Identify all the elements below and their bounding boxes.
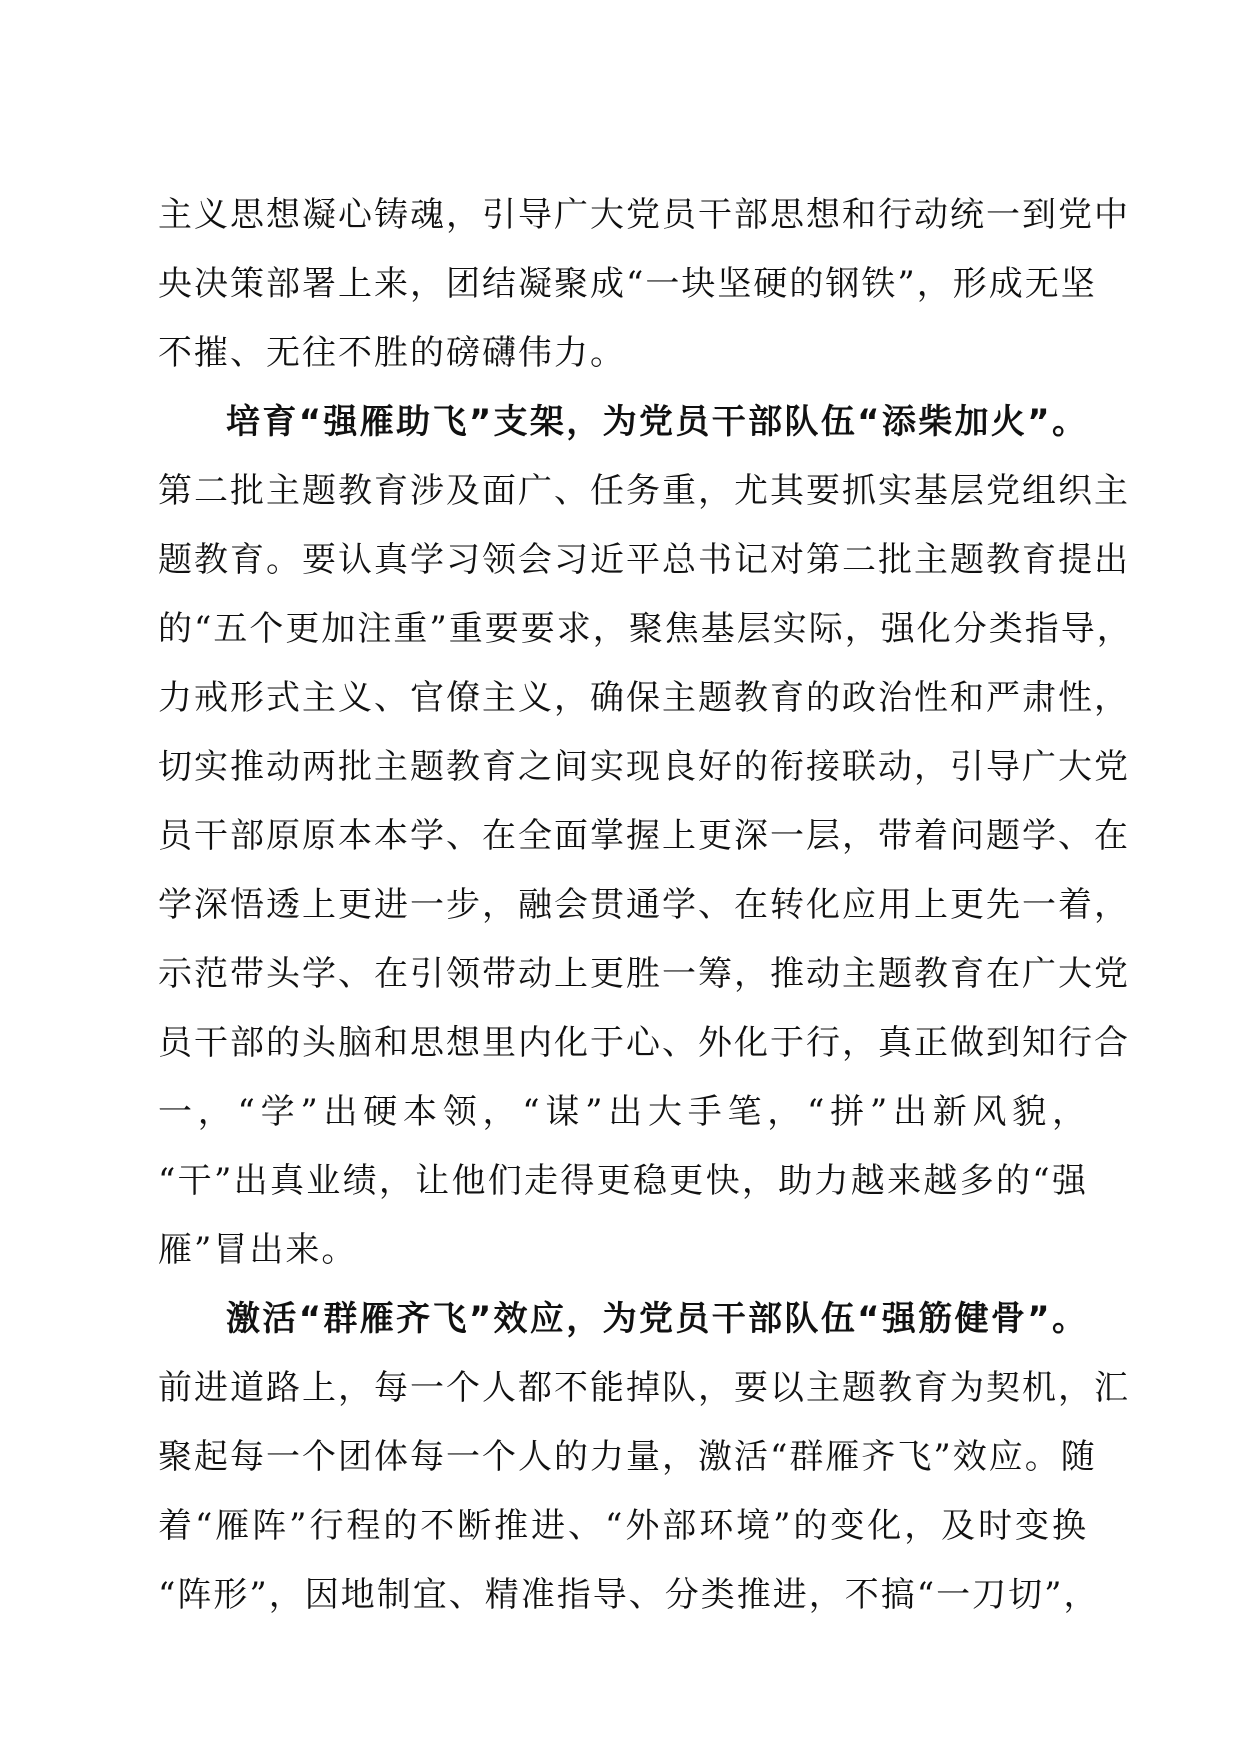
- text-line: 不摧、无往不胜的磅礴伟力。: [158, 333, 626, 373]
- text-line: 第二批主题教育涉及面广、任务重，尤其要抓实基层党组织主: [158, 471, 1130, 511]
- text-line: 示范带头学、在引领带动上更胜一筹，推动主题教育在广大党: [158, 954, 1130, 994]
- section-heading: 激活“群雁齐飞”效应，为党员干部队伍“强筋健骨”。: [226, 1299, 1088, 1339]
- text-line: 学深悟透上更进一步，融会贯通学、在转化应用上更先一着，: [158, 885, 1130, 925]
- text-line: 前进道路上，每一个人都不能掉队，要以主题教育为契机，汇: [158, 1368, 1130, 1408]
- text-line: 着“雁阵”行程的不断推进、“外部环境”的变化，及时变换: [158, 1506, 1088, 1546]
- text-line: 一，“学”出硬本领，“谋”出大手笔，“拼”出新风貌，: [158, 1092, 1088, 1132]
- text-line: 主义思想凝心铸魂，引导广大党员干部思想和行动统一到党中: [158, 195, 1130, 235]
- text-line: 的“五个更加注重”重要要求，聚焦基层实际，强化分类指导，: [158, 609, 1133, 649]
- text-line: 雁”冒出来。: [158, 1230, 358, 1270]
- text-line: 央决策部署上来，团结凝聚成“一块坚硬的钢铁”，形成无坚: [158, 264, 1097, 304]
- section-heading: 培育“强雁助飞”支架，为党员干部队伍“添柴加火”。: [226, 402, 1088, 442]
- text-line: “阵形”，因地制宜、精准指导、分类推进，不搞“一刀切”，: [158, 1575, 1100, 1615]
- text-line: 题教育。要认真学习领会习近平总书记对第二批主题教育提出: [158, 540, 1130, 580]
- text-line: “干”出真业绩，让他们走得更稳更快，助力越来越多的“强: [158, 1161, 1088, 1201]
- text-line: 力戒形式主义、官僚主义，确保主题教育的政治性和严肃性，: [158, 678, 1130, 718]
- text-line: 聚起每一个团体每一个人的力量，激活“群雁齐飞”效应。随: [158, 1437, 1097, 1477]
- text-line: 员干部的头脑和思想里内化于心、外化于行，真正做到知行合: [158, 1023, 1130, 1063]
- text-line: 员干部原原本本学、在全面掌握上更深一层，带着问题学、在: [158, 816, 1130, 856]
- document-page: [158, 188, 1133, 1637]
- text-line: 切实推动两批主题教育之间实现良好的衔接联动，引导广大党: [158, 747, 1130, 787]
